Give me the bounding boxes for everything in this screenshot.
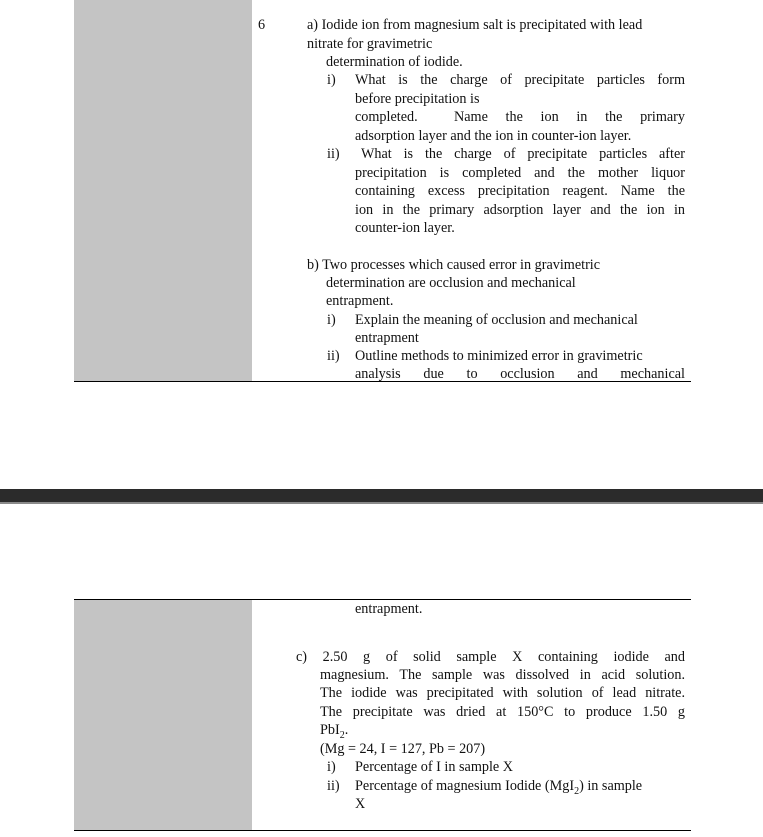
part-b-ii-line-2: analysis due to occlusion and mechanical: [355, 366, 685, 382]
part-c-line-1: c) 2.50 g of solid sample X containing iodide and: [296, 649, 685, 665]
part-c-ii-base: Percentage of magnesium Iodide (MgI: [355, 778, 575, 794]
part-c-i-text: Percentage of I in sample X: [355, 759, 513, 775]
part-c-i-label: i): [327, 759, 336, 775]
part-a-ii-line-1: What is the charge of precipitate particles after: [361, 146, 685, 162]
part-a-ii-line-4: ion in the primary adsorption layer and the ion in: [355, 202, 685, 218]
part-b-line-3: entrapment.: [326, 293, 394, 309]
question-number: 6: [258, 17, 266, 33]
part-b-line-1: b) Two processes which caused error in gravimetric: [307, 257, 601, 273]
part-a-i-line-1: What is the charge of precipitate particles form: [355, 72, 685, 88]
part-b-i-label: i): [327, 312, 336, 328]
page-separator: [0, 489, 763, 502]
part-c-ii-subscript: 2: [574, 785, 580, 797]
part-b-i-line-2: entrapment: [355, 330, 419, 346]
part-c-ii-tail: ) in sample: [579, 778, 643, 794]
pbi2-base: PbI: [320, 722, 340, 738]
part-a-ii-label: ii): [327, 146, 340, 162]
gray-column-2: [74, 600, 252, 830]
continuation-text: entrapment.: [355, 601, 423, 617]
part-a-i-line-3b: Name the ion in the primary: [454, 109, 685, 125]
pbi2-subscript: 2: [339, 729, 345, 741]
pbi2-tail: .: [344, 722, 349, 738]
part-a-line-1: a) Iodide ion from magnesium salt is precipitated with lead: [307, 17, 643, 33]
part-b-ii-line-1: Outline methods to minimized error in gravimetric: [355, 348, 643, 364]
part-a-line-2: nitrate for gravimetric: [307, 36, 433, 52]
part-a-i-line-2: before precipitation is: [355, 91, 480, 107]
part-a-ii-line-3: containing excess precipitation reagent. Name the: [355, 183, 685, 199]
gray-column-1: [74, 0, 252, 381]
part-c-ii-label: ii): [327, 778, 340, 794]
part-a-i-line-3a: completed.: [355, 109, 418, 125]
part-c-ii-text: [355, 777, 642, 795]
part-b-ii-label: ii): [327, 348, 340, 364]
atomic-masses: (Mg = 24, I = 127, Pb = 207): [320, 741, 486, 757]
part-b-line-2: determination are occlusion and mechanical: [326, 275, 576, 291]
part-c-ii-line-2: X: [355, 796, 366, 812]
part-c-line-4: The precipitate was dried at 150°C to produce 1.50 g: [320, 704, 685, 720]
part-a-line-3: determination of iodide.: [326, 54, 463, 70]
part-b-i-line-1: Explain the meaning of occlusion and mechanical: [355, 312, 638, 328]
table-bottom-border-2: [74, 830, 691, 831]
part-a-ii-line-5: counter-ion layer.: [355, 220, 455, 236]
part-a-i-label: i): [327, 72, 336, 88]
part-a-ii-line-2: precipitation is completed and the mother liquor: [355, 165, 685, 181]
part-c-line-2: magnesium. The sample was dissolved in acid solution.: [320, 667, 685, 683]
part-c-line-3: The iodide was precipitated with solution of lead nitrate.: [320, 685, 685, 701]
part-c-line-5: [320, 721, 348, 739]
part-a-i-line-4: adsorption layer and the ion in counter-ion layer.: [355, 128, 632, 144]
